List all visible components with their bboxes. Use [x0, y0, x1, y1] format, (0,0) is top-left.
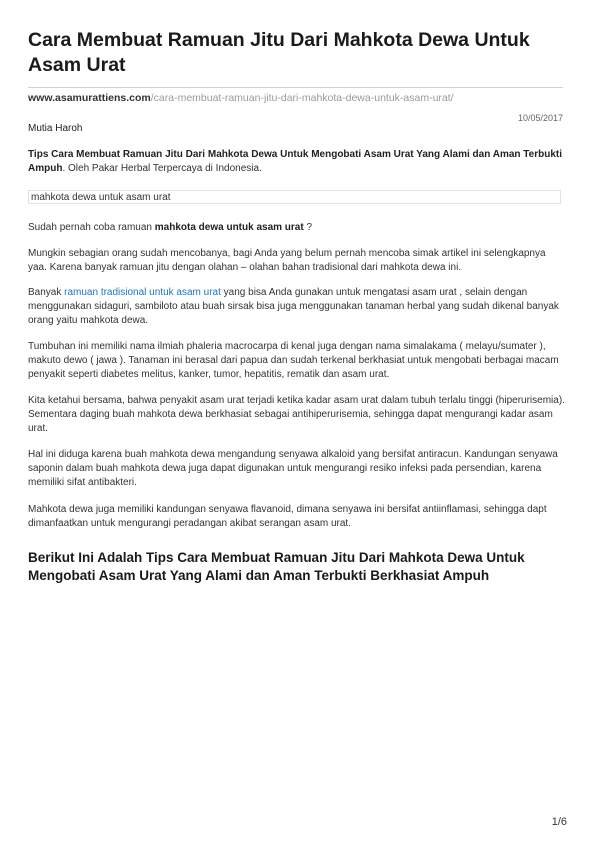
paragraph-6: Hal ini diduga karena buah mahkota dewa mengandung senyawa alkaloid yang bersifat antiracun. Kandungan senyawa saponin dalam buah mahkota dewa juga dapat digunakan untuk mengurangi resiko infeksi pada persendian, karena memiliki sifat antibakteri.: [28, 449, 558, 488]
paragraph-1: [28, 221, 565, 235]
article-title: Cara Membuat Ramuan Jitu Dari Mahkota Dewa Untuk Asam Urat: [28, 29, 530, 76]
page-number: 1/6: [551, 816, 567, 828]
p1-bold: mahkota dewa untuk asam urat: [154, 222, 304, 233]
p3-text: Banyak: [28, 287, 65, 298]
herbal-remedy-link[interactable]: ramuan tradisional untuk asam urat: [64, 287, 221, 298]
source-domain[interactable]: www.asamurattiens.com: [28, 92, 151, 104]
paragraph-3: [28, 286, 565, 328]
p3-rest: yang bisa Anda gunakan untuk mengatasi asam urat , selain dengan menggunakan sidaguri, sambiloto atau buah sirsak bisa juga menggunakan tanaman herbal yang sudah dikenal banyak orang yaitu mahkota dewa.: [28, 287, 559, 326]
intro-paragraph: [28, 148, 565, 176]
title-divider: [28, 87, 563, 88]
publish-date: 10/05/2017: [517, 113, 563, 123]
source-path[interactable]: /cara-membuat-ramuan-jitu-dari-mahkota-dewa-untuk-asam-urat/: [150, 92, 454, 104]
p1-text: Sudah pernah coba ramuan: [28, 222, 155, 233]
section-subheading: Berikut Ini Adalah Tips Cara Membuat Ramuan Jitu Dari Mahkota Dewa Untuk Mengobati Asam Urat Yang Alami dan Aman Terbukti Berkhasiat Ampuh: [28, 550, 525, 583]
paragraph-5: Kita ketahui bersama, bahwa penyakit asam urat terjadi ketika kadar asam urat dalam tubuh terlalu tinggi (hiperurisemia). Sementara daging buah mahkota dewa berkhasiat sebagai antihiperurisemia, sehingga dapat mengurangi kadar asam urat.: [28, 395, 565, 434]
intro-rest: . Oleh Pakar Herbal Terpercaya di Indonesia.: [62, 163, 262, 174]
paragraph-7: Mahkota dewa juga memiliki kandungan senyawa flavanoid, dimana senyawa ini bersifat antiinflamasi, sehingga dapt dimanfaatkan untuk mengurangi peradangan akibat serangan asam urat.: [28, 504, 547, 529]
p1-end: ?: [303, 222, 313, 233]
paragraph-2: Mungkin sebagian orang sudah mencobanya, bagi Anda yang belum pernah mencoba simak artikel ini selengkapnya yaa. Karena banyak ramuan jitu dengan olahan – olahan bahan tradisional dari mahkota dewa ini.: [28, 248, 546, 273]
paragraph-4: Tumbuhan ini memiliki nama ilmiah phaleria macrocarpa di kenal juga dengan nama simalakama ( melayu/sumater ), makuto dewo ( jawa ). Tanaman ini berasal dari papua dan sudah terkenal berkhasiat untuk mengobati berbagai macam penyakit seperti diabetes melitus, kanker, tumor, hepatitis, rematik dan asam urat.: [28, 341, 559, 380]
image-caption: mahkota dewa untuk asam urat: [28, 190, 561, 204]
intro-bold: Tips Cara Membuat Ramuan Jitu Dari Mahkota Dewa Untuk Mengobati Asam Urat Yang Alami dan Aman Terbukti Ampuh: [28, 149, 562, 174]
source-url[interactable]: [28, 92, 568, 105]
author-name: Mutia Haroh: [28, 123, 83, 134]
